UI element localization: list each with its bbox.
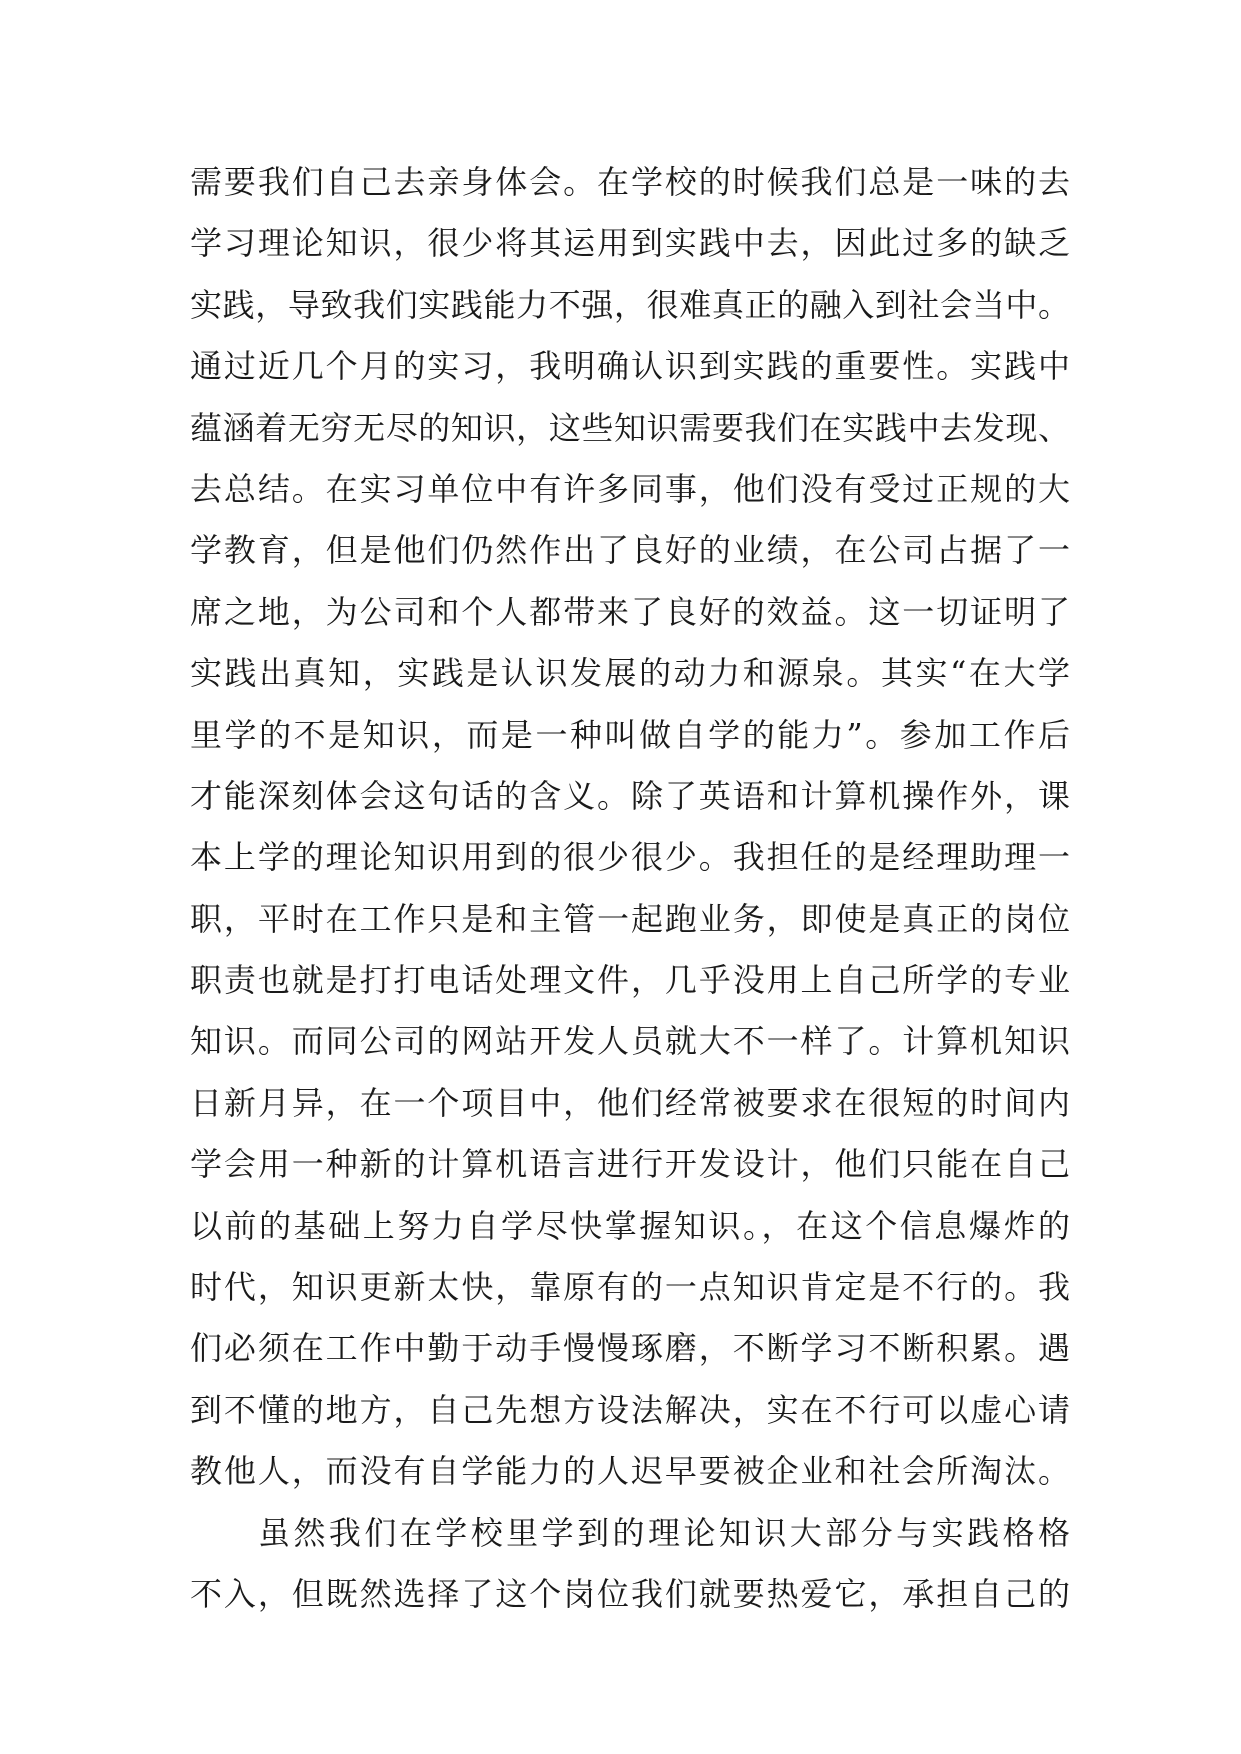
text-line: 席之地，为公司和个人都带来了良好的效益。这一切证明了: [190, 592, 1070, 631]
text-line: 蕴涵着无穷无尽的知识，这些知识需要我们在实践中去发现、: [190, 408, 1070, 447]
text-line: 们必须在工作中勤于动手慢慢琢磨，不断学习不断积累。遇: [190, 1329, 1070, 1368]
text-line: 需要我们自己去亲身体会。在学校的时候我们总是一味的去: [190, 163, 1070, 201]
text-line: 里学的不是知识，而是一种叫做自学的能力”。参加工作后: [190, 715, 1070, 754]
text-line: 到不懂的地方，自己先想方设法解决，实在不行可以虚心请: [190, 1390, 1070, 1429]
text-line: 本上学的理论知识用到的很少很少。我担任的是经理助理一: [190, 838, 1070, 877]
text-line: 以前的基础上努力自学尽快掌握知识。，在这个信息爆炸的: [190, 1206, 1070, 1245]
text-line: 时代，知识更新太快，靠原有的一点知识肯定是不行的。我: [190, 1268, 1070, 1307]
text-line: 通过近几个月的实习，我明确认识到实践的重要性。实践中: [190, 347, 1070, 386]
paragraph-2: [190, 1503, 1070, 1626]
paragraph-1: [190, 152, 1070, 1503]
text-line: 职责也就是打打电话处理文件，几乎没用上自己所学的专业: [190, 961, 1070, 1000]
text-line: 知识。而同公司的网站开发人员就大不一样了。计算机知识: [190, 1022, 1070, 1061]
text-line: 学会用一种新的计算机语言进行开发设计，他们只能在自己: [190, 1145, 1070, 1184]
text-line: 学习理论知识，很少将其运用到实践中去，因此过多的缺乏: [190, 224, 1070, 263]
text-line: 虽然我们在学校里学到的理论知识大部分与实践格格: [258, 1513, 1070, 1552]
text-line: 日新月异，在一个项目中，他们经常被要求在很短的时间内: [190, 1083, 1070, 1122]
text-line: 学教育，但是他们仍然作出了良好的业绩，在公司占据了一: [190, 531, 1070, 570]
text-line: 实践出真知，实践是认识发展的动力和源泉。其实“在大学: [190, 654, 1070, 693]
text-line: 才能深刻体会这句话的含义。除了英语和计算机操作外，课: [190, 776, 1070, 815]
body-text: [190, 152, 1070, 1625]
text-line: 教他人，而没有自学能力的人迟早要被企业和社会所淘汰。: [190, 1452, 1070, 1491]
text-line: 不入，但既然选择了这个岗位我们就要热爱它，承担自己的: [190, 1574, 1070, 1613]
text-line: 职，平时在工作只是和主管一起跑业务，即使是真正的岗位: [190, 899, 1070, 938]
text-line: 去总结。在实习单位中有许多同事，他们没有受过正规的大: [190, 469, 1070, 508]
text-line: 实践，导致我们实践能力不强，很难真正的融入到社会当中。: [190, 285, 1070, 324]
